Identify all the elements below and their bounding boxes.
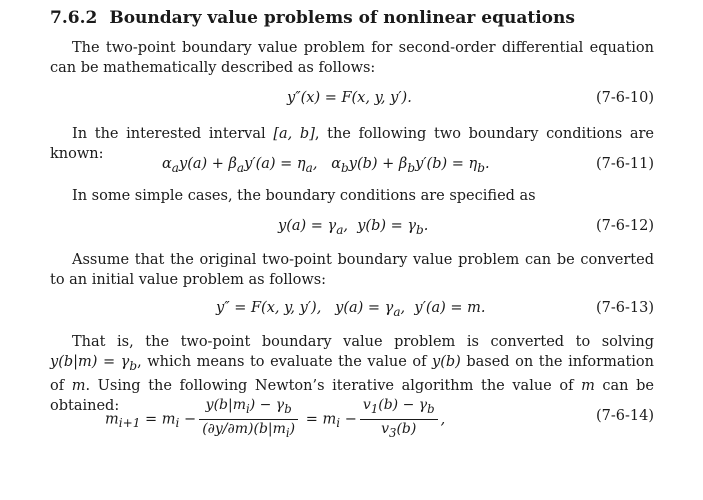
- equation-7-6-13: [50, 300, 654, 322]
- equation-body: y″ = F(x, y, y′), $y(a) = \gamma_a$, y′(a) = m.: [216, 300, 486, 319]
- equation-body: $\alpha_ay(a) + \beta_ay'(a) = \eta_a$, $\alpha_by(b) + \beta_by'(b) = \eta_b$.: [162, 156, 490, 175]
- paragraph-simple-cases: In some simple cases, the boundary conditions are specified as: [72, 188, 536, 204]
- section-number: 7.6.2: [50, 8, 98, 28]
- fraction-2: $\frac{v_1(b) - \gamma_b}{v_3(b)}$: [360, 396, 438, 443]
- paragraph-conversion: Assume that the original two-point boundary value problem can be converted to an initial value problem as follows:: [50, 252, 654, 288]
- equation-7-6-12: [50, 218, 654, 240]
- equation-7-6-11: [50, 156, 654, 178]
- equation-7-6-10: [50, 90, 654, 112]
- fraction-1: $\frac{y(b|m_i) - \gamma_b}{(\partial y/\partial m)(b|m_i)}$: [199, 396, 298, 443]
- equation-tag: (7-6-12): [595, 218, 654, 234]
- equation-body: $y(a) = \gamma_a$, $y(b) = \gamma_b$.: [278, 218, 429, 237]
- section-heading: [50, 8, 575, 28]
- paragraph-intro: The two-point boundary value problem for second-order differential equation can be mathematically described as follows:: [50, 40, 654, 76]
- paragraph-boundary-conditions: In the interested interval [a, b], the following two boundary conditions are known:: [50, 126, 654, 162]
- equation-tag: (7-6-13): [595, 300, 654, 316]
- paragraph-newton: That is, the two-point boundary value problem is converted to solving $y(b|m) = \gamma_b$, which means to evaluate the value of y(b) based on the information of m. Using the following Newton’s iterative algorithm the value of m can be obtained:: [50, 334, 654, 414]
- equation-tag: (7-6-14): [595, 408, 654, 424]
- equation-body: $m_{i+1} = m_i$ − $\frac{y(b|m_i) - \gamma_b}{(\partial y/\partial m)(b|m_i)}$ = $m_i$ − $\frac{v_1(b) - \gamma_b}{v_3(b)}$ ,: [105, 396, 445, 443]
- equation-7-6-14: [50, 396, 654, 442]
- section-title: Boundary value problems of nonlinear equations: [109, 8, 575, 28]
- equation-body: y″(x) = F(x, y, y′).: [287, 90, 412, 106]
- equation-tag: (7-6-10): [595, 90, 654, 106]
- equation-tag: (7-6-11): [595, 156, 654, 172]
